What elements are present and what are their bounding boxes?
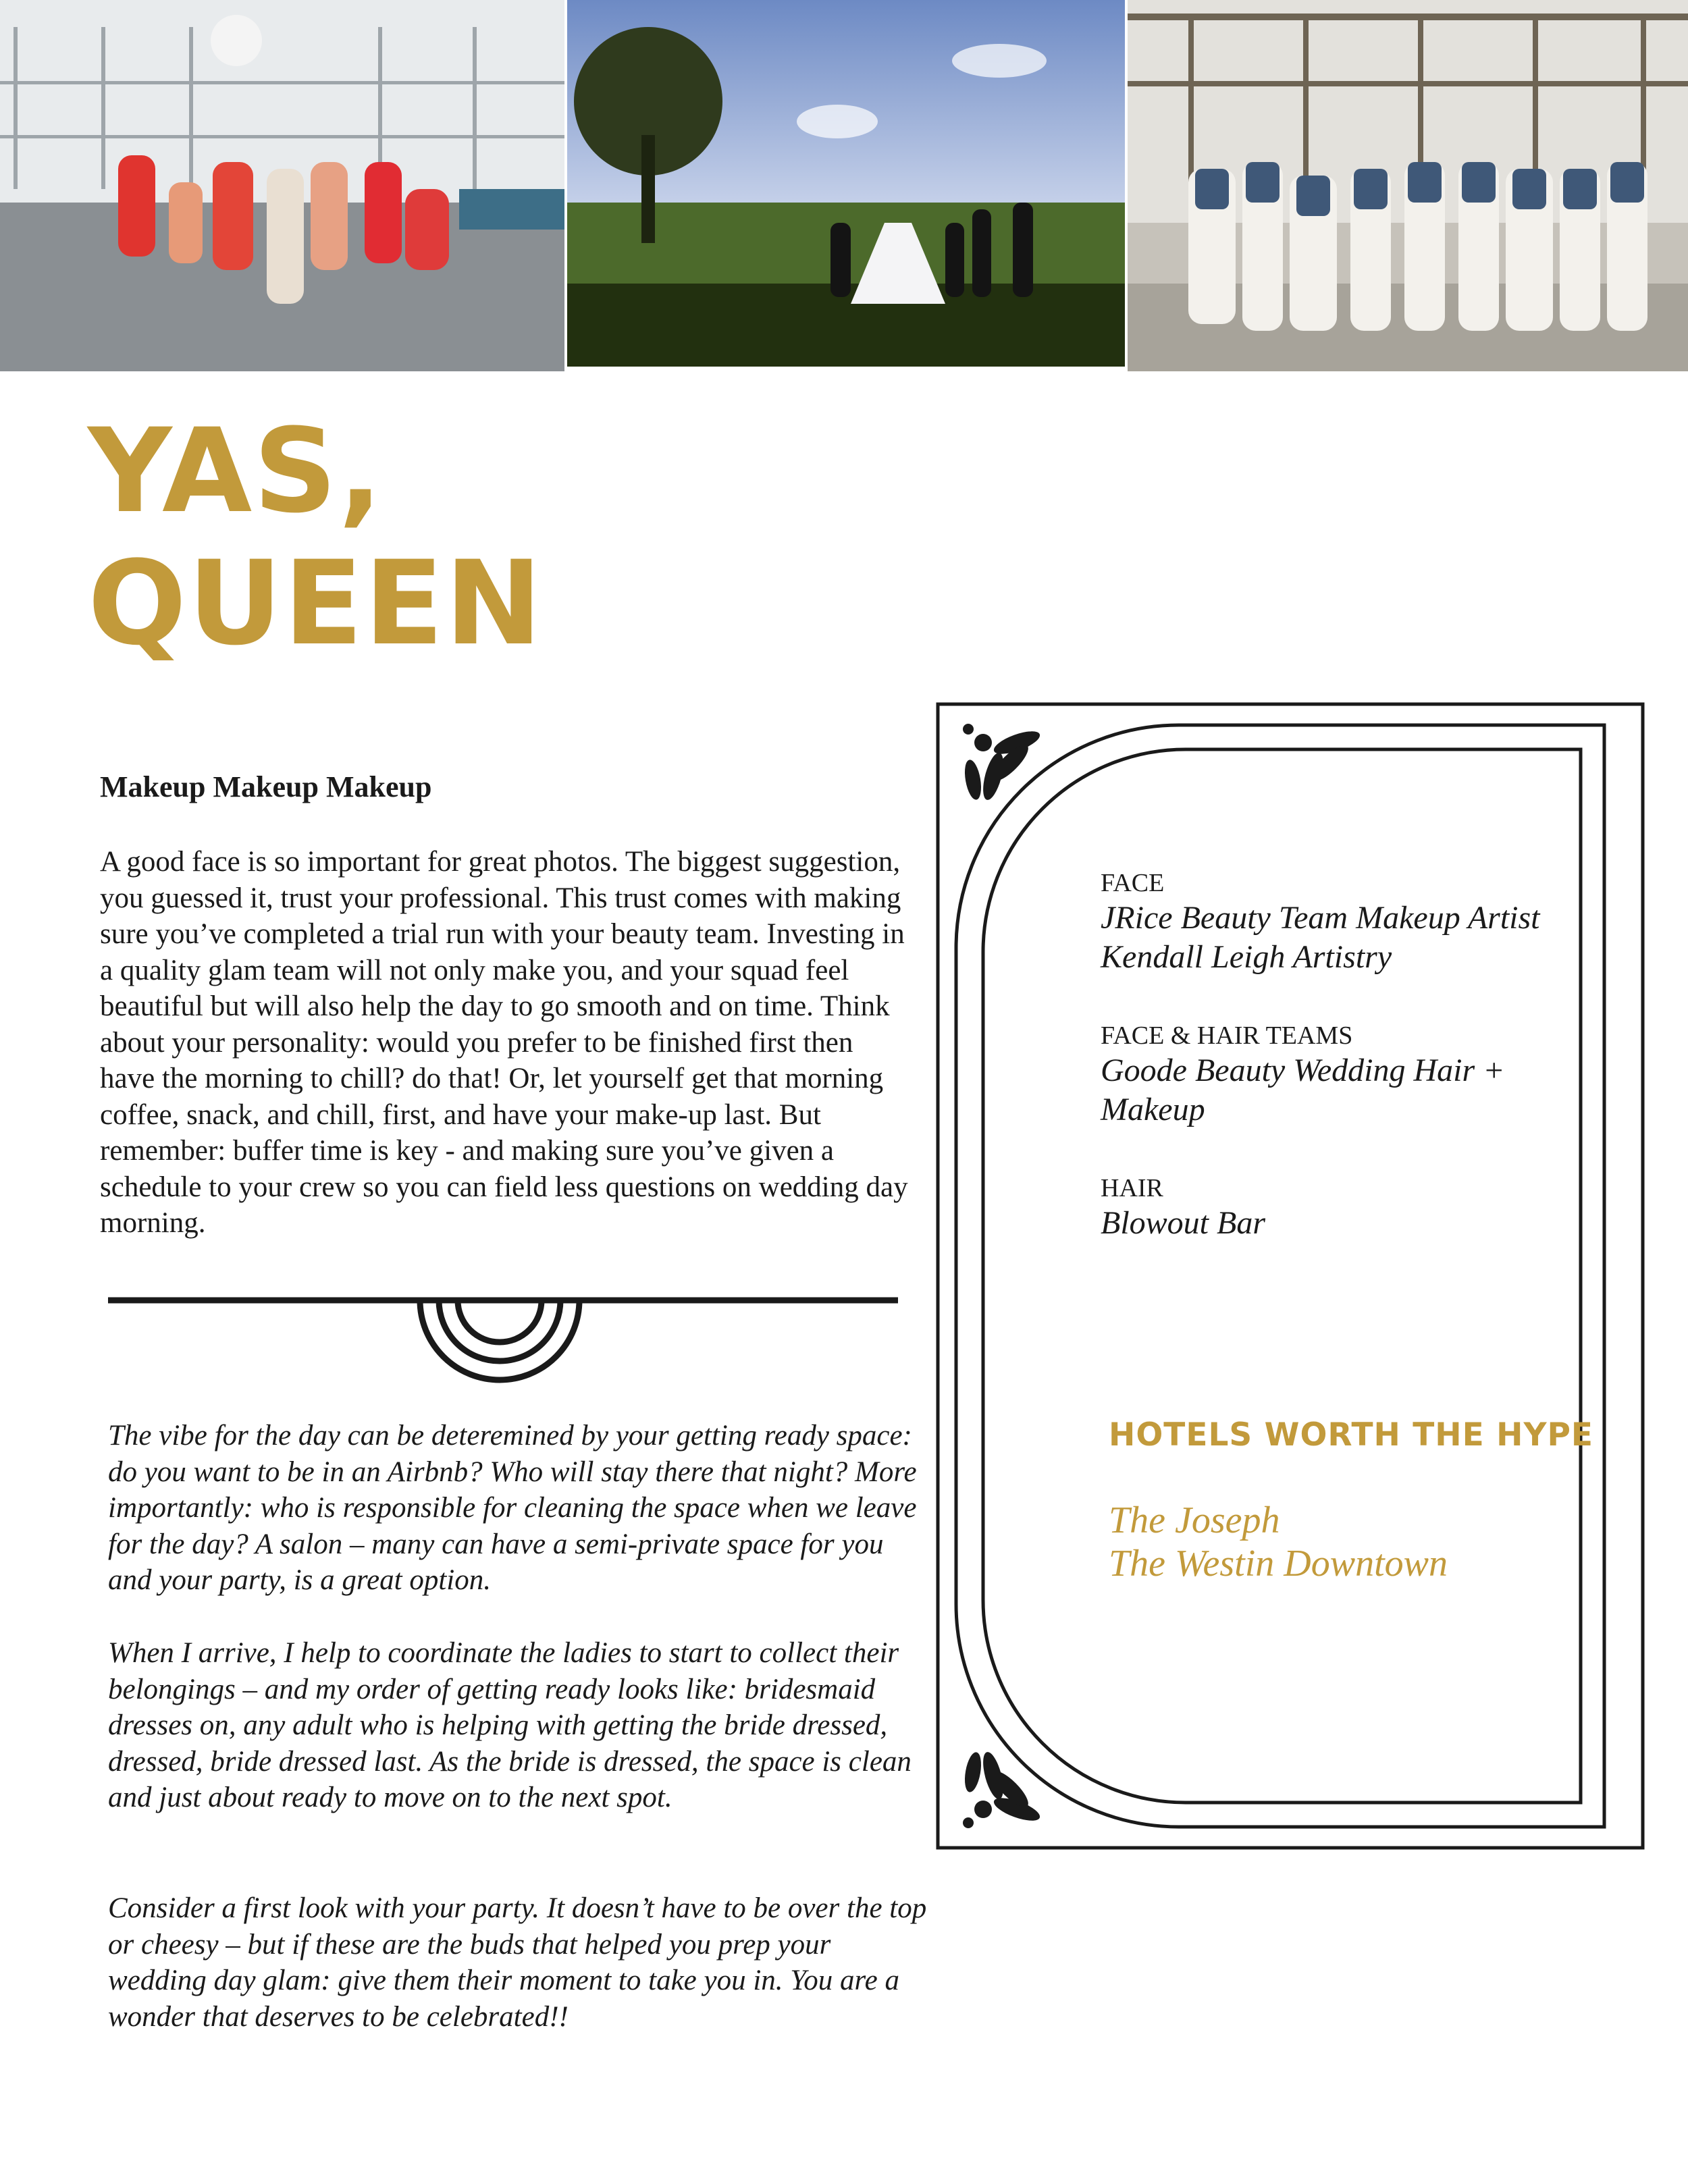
floral-ornament-icon [962,1750,1043,1828]
vendor-credits [1101,868,1614,1286]
credit-name: Blowout Bar [1101,1205,1266,1241]
order-of-getting-ready-paragraph: When I arrive, I help to coordinate the ladies to start to collect their belongings – and my order of getting ready looks like: bridesmaid dresses on, any adult who is helping with getting the bride dressed, dressed, bride dressed last. As the bride is dressed, the space is clean and just about ready to move on to the next spot. [108,1637,912,1813]
credit-label: FACE & HAIR TEAMS [1101,1021,1353,1050]
first-look-paragraph: Consider a first look with your party. It doesn’t have to be over the top or cheesy – but if these are the buds that helped you prep your wedding day glam: give them their moment to take you in. You are a wonder that deserves to be celebrated!! [108,1892,927,2033]
hotel-item: The Westin Downtown [1109,1543,1448,1584]
credit-label: HAIR [1101,1174,1163,1202]
credit-group-face-hair [1101,1020,1614,1129]
arch-divider-ornament [108,1289,898,1411]
photo-bridesmaids-warehouse [0,0,564,371]
credit-name: Goode Beauty Wedding Hair + Makeup [1101,1053,1505,1127]
hotels-heading: HOTELS WORTH THE HYPE [1109,1416,1594,1454]
getting-ready-space-paragraph: The vibe for the day can be deteremined by your getting ready space: do you want to be in an Airbnb? Who will stay there that night? More importantly: who is responsible for cleaning the space when we leave for the day? A salon – many can have a semi-private space for you and your party, is a great option. [108,1420,917,1596]
credit-name: JRice Beauty Team Makeup Artist [1101,900,1540,936]
credit-group-face [1101,868,1614,977]
credit-name: Kendall Leigh Artistry [1101,939,1392,975]
page-title [88,405,544,670]
floral-ornament-icon [962,724,1043,802]
title-line-1: YAS, [88,403,384,539]
credit-group-hair [1101,1173,1614,1243]
hotel-list [1109,1499,1448,1585]
hotel-item: The Joseph [1109,1499,1280,1541]
credit-label: FACE [1101,869,1165,897]
title-line-2: QUEEN [88,535,544,671]
photo-bridesmaids-greenhouse [1128,0,1688,371]
article-heading: Makeup Makeup Makeup [100,770,432,803]
article-body: A good face is so important for great photos. The biggest suggestion, you guessed it, trust your professional. This trust comes with making sure you’ve completed a trial run with your beauty team. Investing in a quality glam team will not only make you, and your squad feel beautiful but will also help the day to go smooth and on time. Think about your personality: would you prefer to be finished first then have the morning to chill? do that! Or, let yourself get that morning coffee, snack, and chill, first, and have your make-up last. But remember: buffer time is key - and making sure you’ve given a schedule to your crew so you can field less questions on wedding day morning. [100,846,908,1239]
photo-bride-sunset-field [567,0,1125,367]
